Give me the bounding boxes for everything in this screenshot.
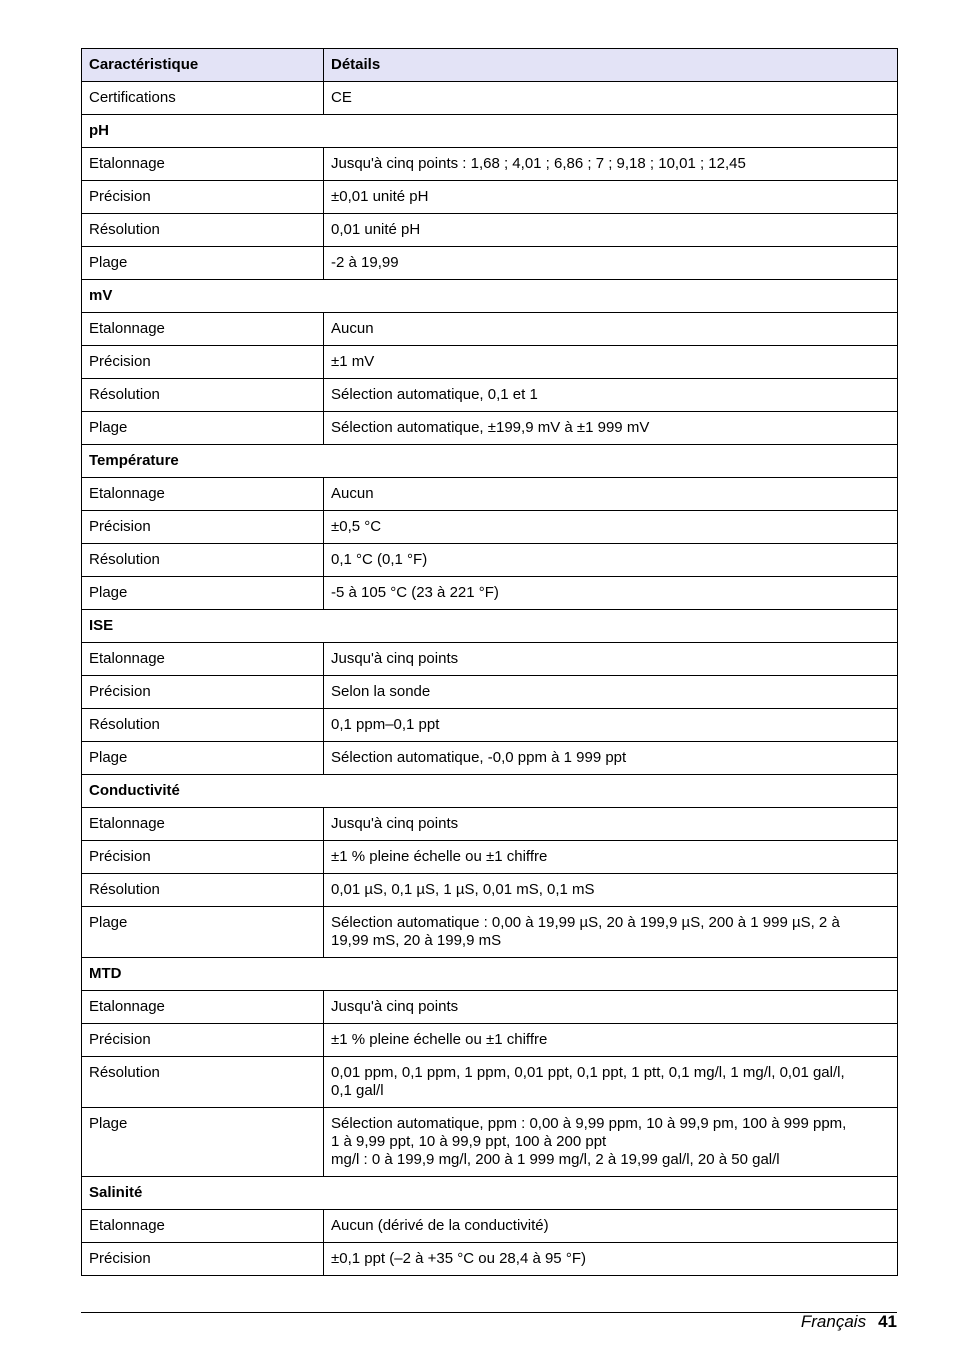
row-label: Etalonnage — [82, 478, 324, 511]
table-row — [82, 577, 898, 610]
section-title: pH — [82, 115, 898, 148]
table-row — [82, 346, 898, 379]
row-label: Etalonnage — [82, 808, 324, 841]
row-value: Sélection automatique : 0,00 à 19,99 µS, 20 à 199,9 µS, 200 à 1 999 µS, 2 à 19,99 mS, 20 à 199,9 mS — [324, 907, 898, 958]
section-row — [82, 1177, 898, 1210]
footer-language: Français — [800, 1312, 867, 1331]
row-label: Résolution — [82, 709, 324, 742]
row-value: 0,1 ppm–0,1 ppt — [324, 709, 898, 742]
row-label: Plage — [82, 742, 324, 775]
table-row — [82, 1243, 898, 1276]
table-row — [82, 643, 898, 676]
row-label: Etalonnage — [82, 643, 324, 676]
row-value: Sélection automatique, ±199,9 mV à ±1 999 mV — [324, 412, 898, 445]
table-row — [82, 511, 898, 544]
row-value: Aucun — [324, 478, 898, 511]
section-row — [82, 445, 898, 478]
row-label: Résolution — [82, 544, 324, 577]
table-row — [82, 148, 898, 181]
row-label: Plage — [82, 1108, 324, 1177]
row-value: ±0,1 ppt (–2 à +35 °C ou 28,4 à 95 °F) — [324, 1243, 898, 1276]
column-header-characteristic: Caractéristique — [82, 49, 324, 82]
row-value: Sélection automatique, ppm : 0,00 à 9,99 ppm, 10 à 99,9 pm, 100 à 999 ppm, 1 à 9,99 ppt, 10 à 99,9 ppt, 100 à 200 ppt mg/l : 0 à 199,9 mg/l, 200 à 1 999 mg/l, 2 à 19,99 gal/l, 20 à 50 gal/l — [324, 1108, 898, 1177]
section-row — [82, 115, 898, 148]
row-value: Aucun — [324, 313, 898, 346]
row-label: Résolution — [82, 379, 324, 412]
row-label: Résolution — [82, 1057, 324, 1108]
table-row — [82, 478, 898, 511]
section-title: MTD — [82, 958, 898, 991]
table-row — [82, 808, 898, 841]
section-row — [82, 775, 898, 808]
table-row — [82, 709, 898, 742]
row-value: ±1 mV — [324, 346, 898, 379]
row-value: -5 à 105 °C (23 à 221 °F) — [324, 577, 898, 610]
section-row — [82, 610, 898, 643]
table-row — [82, 82, 898, 115]
table-row — [82, 742, 898, 775]
section-title: mV — [82, 280, 898, 313]
table-row — [82, 313, 898, 346]
row-label: Précision — [82, 841, 324, 874]
table-row — [82, 841, 898, 874]
row-value: ±0,01 unité pH — [324, 181, 898, 214]
row-value: ±1 % pleine échelle ou ±1 chiffre — [324, 841, 898, 874]
section-row — [82, 958, 898, 991]
table-row — [82, 1024, 898, 1057]
table-row — [82, 247, 898, 280]
row-value: ±0,5 °C — [324, 511, 898, 544]
row-label: Plage — [82, 907, 324, 958]
table-row — [82, 676, 898, 709]
row-label: Précision — [82, 181, 324, 214]
section-title: Salinité — [82, 1177, 898, 1210]
row-label: Plage — [82, 247, 324, 280]
row-label: Etalonnage — [82, 313, 324, 346]
table-row — [82, 214, 898, 247]
table-row — [82, 907, 898, 958]
table-body — [82, 82, 898, 1276]
table-row — [82, 1108, 898, 1177]
footer-divider — [81, 1312, 897, 1313]
table-row — [82, 412, 898, 445]
row-label: Précision — [82, 676, 324, 709]
table-row — [82, 1057, 898, 1108]
table-row — [82, 1210, 898, 1243]
table-row — [82, 379, 898, 412]
row-value: ±1 % pleine échelle ou ±1 chiffre — [324, 1024, 898, 1057]
row-value: Jusqu'à cinq points — [324, 643, 898, 676]
page-number: 41 — [878, 1312, 897, 1331]
row-value: Jusqu'à cinq points — [324, 991, 898, 1024]
section-row — [82, 280, 898, 313]
row-label: Précision — [82, 1024, 324, 1057]
table-row — [82, 544, 898, 577]
row-value: Sélection automatique, -0,0 ppm à 1 999 ppt — [324, 742, 898, 775]
row-label: Précision — [82, 346, 324, 379]
specifications-table — [81, 48, 898, 1276]
row-label: Certifications — [82, 82, 324, 115]
row-value: -2 à 19,99 — [324, 247, 898, 280]
row-label: Résolution — [82, 214, 324, 247]
row-value: Selon la sonde — [324, 676, 898, 709]
table-row — [82, 991, 898, 1024]
row-value: 0,01 unité pH — [324, 214, 898, 247]
row-label: Précision — [82, 1243, 324, 1276]
table-header-row — [82, 49, 898, 82]
row-label: Plage — [82, 412, 324, 445]
row-label: Etalonnage — [82, 991, 324, 1024]
row-label: Plage — [82, 577, 324, 610]
section-title: Conductivité — [82, 775, 898, 808]
table-row — [82, 874, 898, 907]
row-value: CE — [324, 82, 898, 115]
row-label: Résolution — [82, 874, 324, 907]
column-header-details: Détails — [324, 49, 898, 82]
section-title: Température — [82, 445, 898, 478]
page-footer — [801, 1311, 897, 1333]
row-label: Etalonnage — [82, 1210, 324, 1243]
row-value: 0,1 °C (0,1 °F) — [324, 544, 898, 577]
row-label: Précision — [82, 511, 324, 544]
row-value: Jusqu'à cinq points : 1,68 ; 4,01 ; 6,86 ; 7 ; 9,18 ; 10,01 ; 12,45 — [324, 148, 898, 181]
row-label: Etalonnage — [82, 148, 324, 181]
section-title: ISE — [82, 610, 898, 643]
row-value: Aucun (dérivé de la conductivité) — [324, 1210, 898, 1243]
table-row — [82, 181, 898, 214]
row-value: Sélection automatique, 0,1 et 1 — [324, 379, 898, 412]
row-value: 0,01 µS, 0,1 µS, 1 µS, 0,01 mS, 0,1 mS — [324, 874, 898, 907]
row-value: Jusqu'à cinq points — [324, 808, 898, 841]
row-value: 0,01 ppm, 0,1 ppm, 1 ppm, 0,01 ppt, 0,1 ppt, 1 ptt, 0,1 mg/l, 1 mg/l, 0,01 gal/l, 0,1 gal/l — [324, 1057, 898, 1108]
